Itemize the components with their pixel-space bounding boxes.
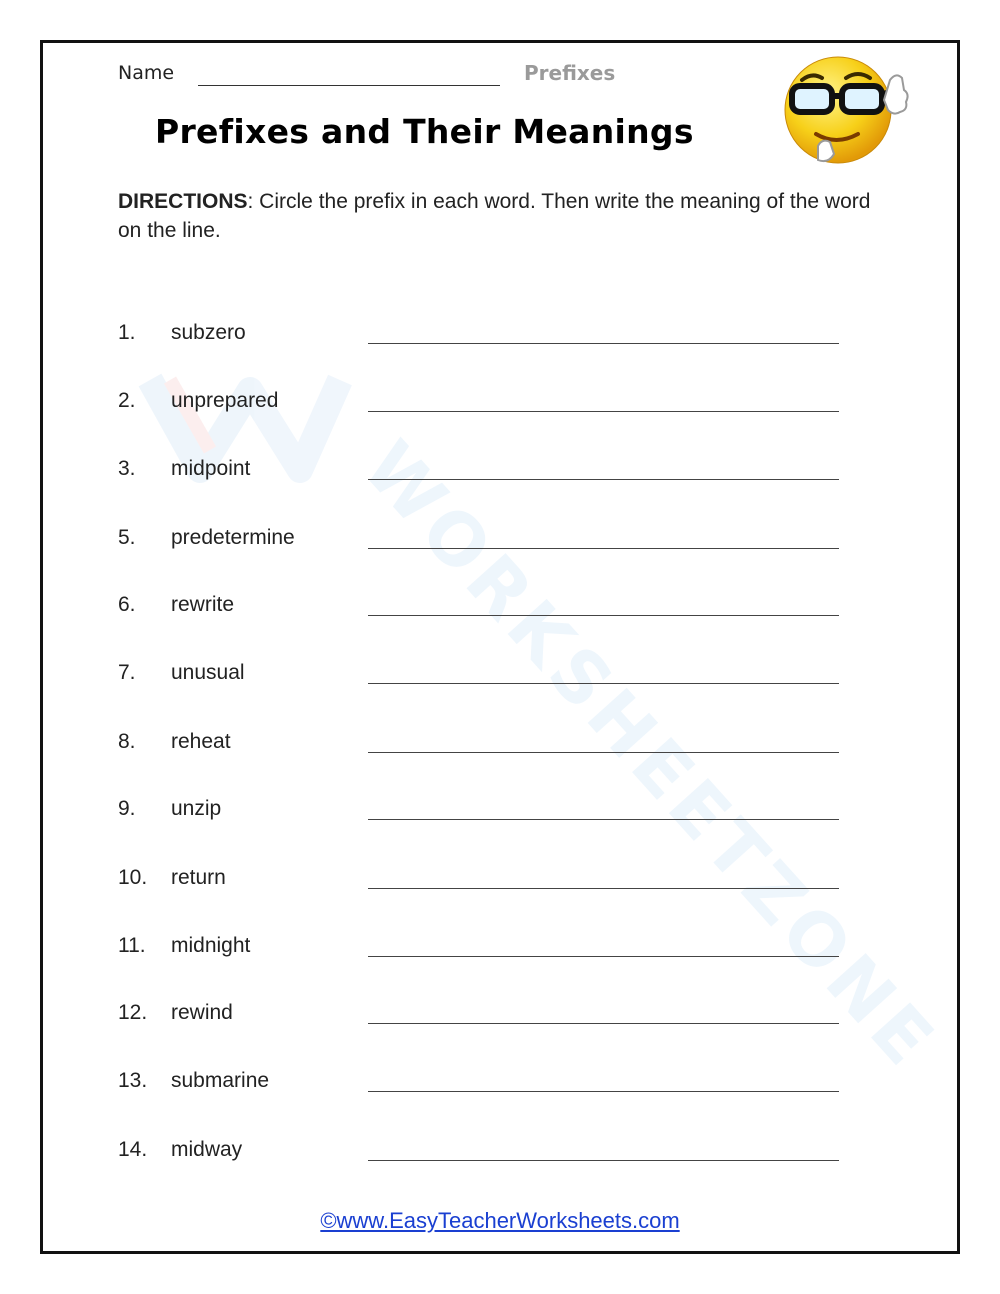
topic-label: Prefixes: [524, 61, 616, 85]
item-number: 11.: [118, 934, 146, 957]
name-input-line[interactable]: [198, 85, 500, 86]
footer-link[interactable]: ©www.EasyTeacherWorksheets.com: [320, 1208, 680, 1233]
item-word[interactable]: unprepared: [171, 389, 279, 412]
answer-line[interactable]: [368, 548, 839, 549]
item-word[interactable]: rewrite: [171, 593, 235, 616]
item-word[interactable]: midpoint: [171, 457, 251, 480]
item-word[interactable]: submarine: [171, 1069, 270, 1092]
answer-line[interactable]: [368, 1091, 839, 1092]
item-word[interactable]: subzero: [171, 321, 246, 344]
item-number: 6.: [118, 593, 136, 616]
list-item: [118, 526, 848, 556]
item-word[interactable]: unzip: [171, 797, 222, 820]
list-item: [118, 457, 848, 487]
directions-lead: DIRECTIONS: [118, 190, 248, 213]
item-word[interactable]: midway: [171, 1138, 243, 1161]
answer-line[interactable]: [368, 888, 839, 889]
list-item: [118, 661, 848, 691]
answer-line[interactable]: [368, 819, 839, 820]
answer-line[interactable]: [368, 1023, 839, 1024]
directions-text: : Circle the prefix in each word. Then write the meaning of the word on the line.: [118, 190, 871, 242]
item-number: 8.: [118, 730, 136, 753]
list-item: [118, 321, 848, 351]
answer-line[interactable]: [368, 1160, 839, 1161]
page-title: Prefixes and Their Meanings: [155, 112, 694, 151]
answer-line[interactable]: [368, 411, 839, 412]
watermark-text: WORKSHEETZONE: [347, 425, 954, 1086]
item-word[interactable]: return: [171, 866, 226, 889]
answer-line[interactable]: [368, 683, 839, 684]
answer-line[interactable]: [368, 343, 839, 344]
item-word[interactable]: midnight: [171, 934, 251, 957]
answer-line[interactable]: [368, 752, 839, 753]
item-number: 12.: [118, 1001, 148, 1024]
item-number: 5.: [118, 526, 136, 549]
list-item: [118, 1001, 848, 1031]
answer-line[interactable]: [368, 479, 839, 480]
item-number: 9.: [118, 797, 136, 820]
item-word[interactable]: predetermine: [171, 526, 295, 549]
item-word[interactable]: unusual: [171, 661, 245, 684]
directions: [118, 187, 888, 245]
answer-line[interactable]: [368, 956, 839, 957]
list-item: [118, 934, 848, 964]
list-item: [118, 1138, 848, 1168]
list-item: [118, 797, 848, 827]
list-item: [118, 1069, 848, 1099]
answer-line[interactable]: [368, 615, 839, 616]
name-label: Name: [118, 62, 175, 84]
item-number: 7.: [118, 661, 136, 684]
list-item: [118, 593, 848, 623]
item-number: 14.: [118, 1138, 148, 1161]
list-item: [118, 866, 848, 896]
list-item: [118, 730, 848, 760]
list-item: [118, 389, 848, 419]
item-number: 10.: [118, 866, 148, 889]
item-number: 13.: [118, 1069, 148, 1092]
item-word[interactable]: reheat: [171, 730, 231, 753]
nerd-emoji-icon: [778, 50, 913, 168]
item-number: 1.: [118, 321, 136, 344]
item-number: 3.: [118, 457, 136, 480]
item-number: 2.: [118, 389, 136, 412]
item-word[interactable]: rewind: [171, 1001, 233, 1024]
